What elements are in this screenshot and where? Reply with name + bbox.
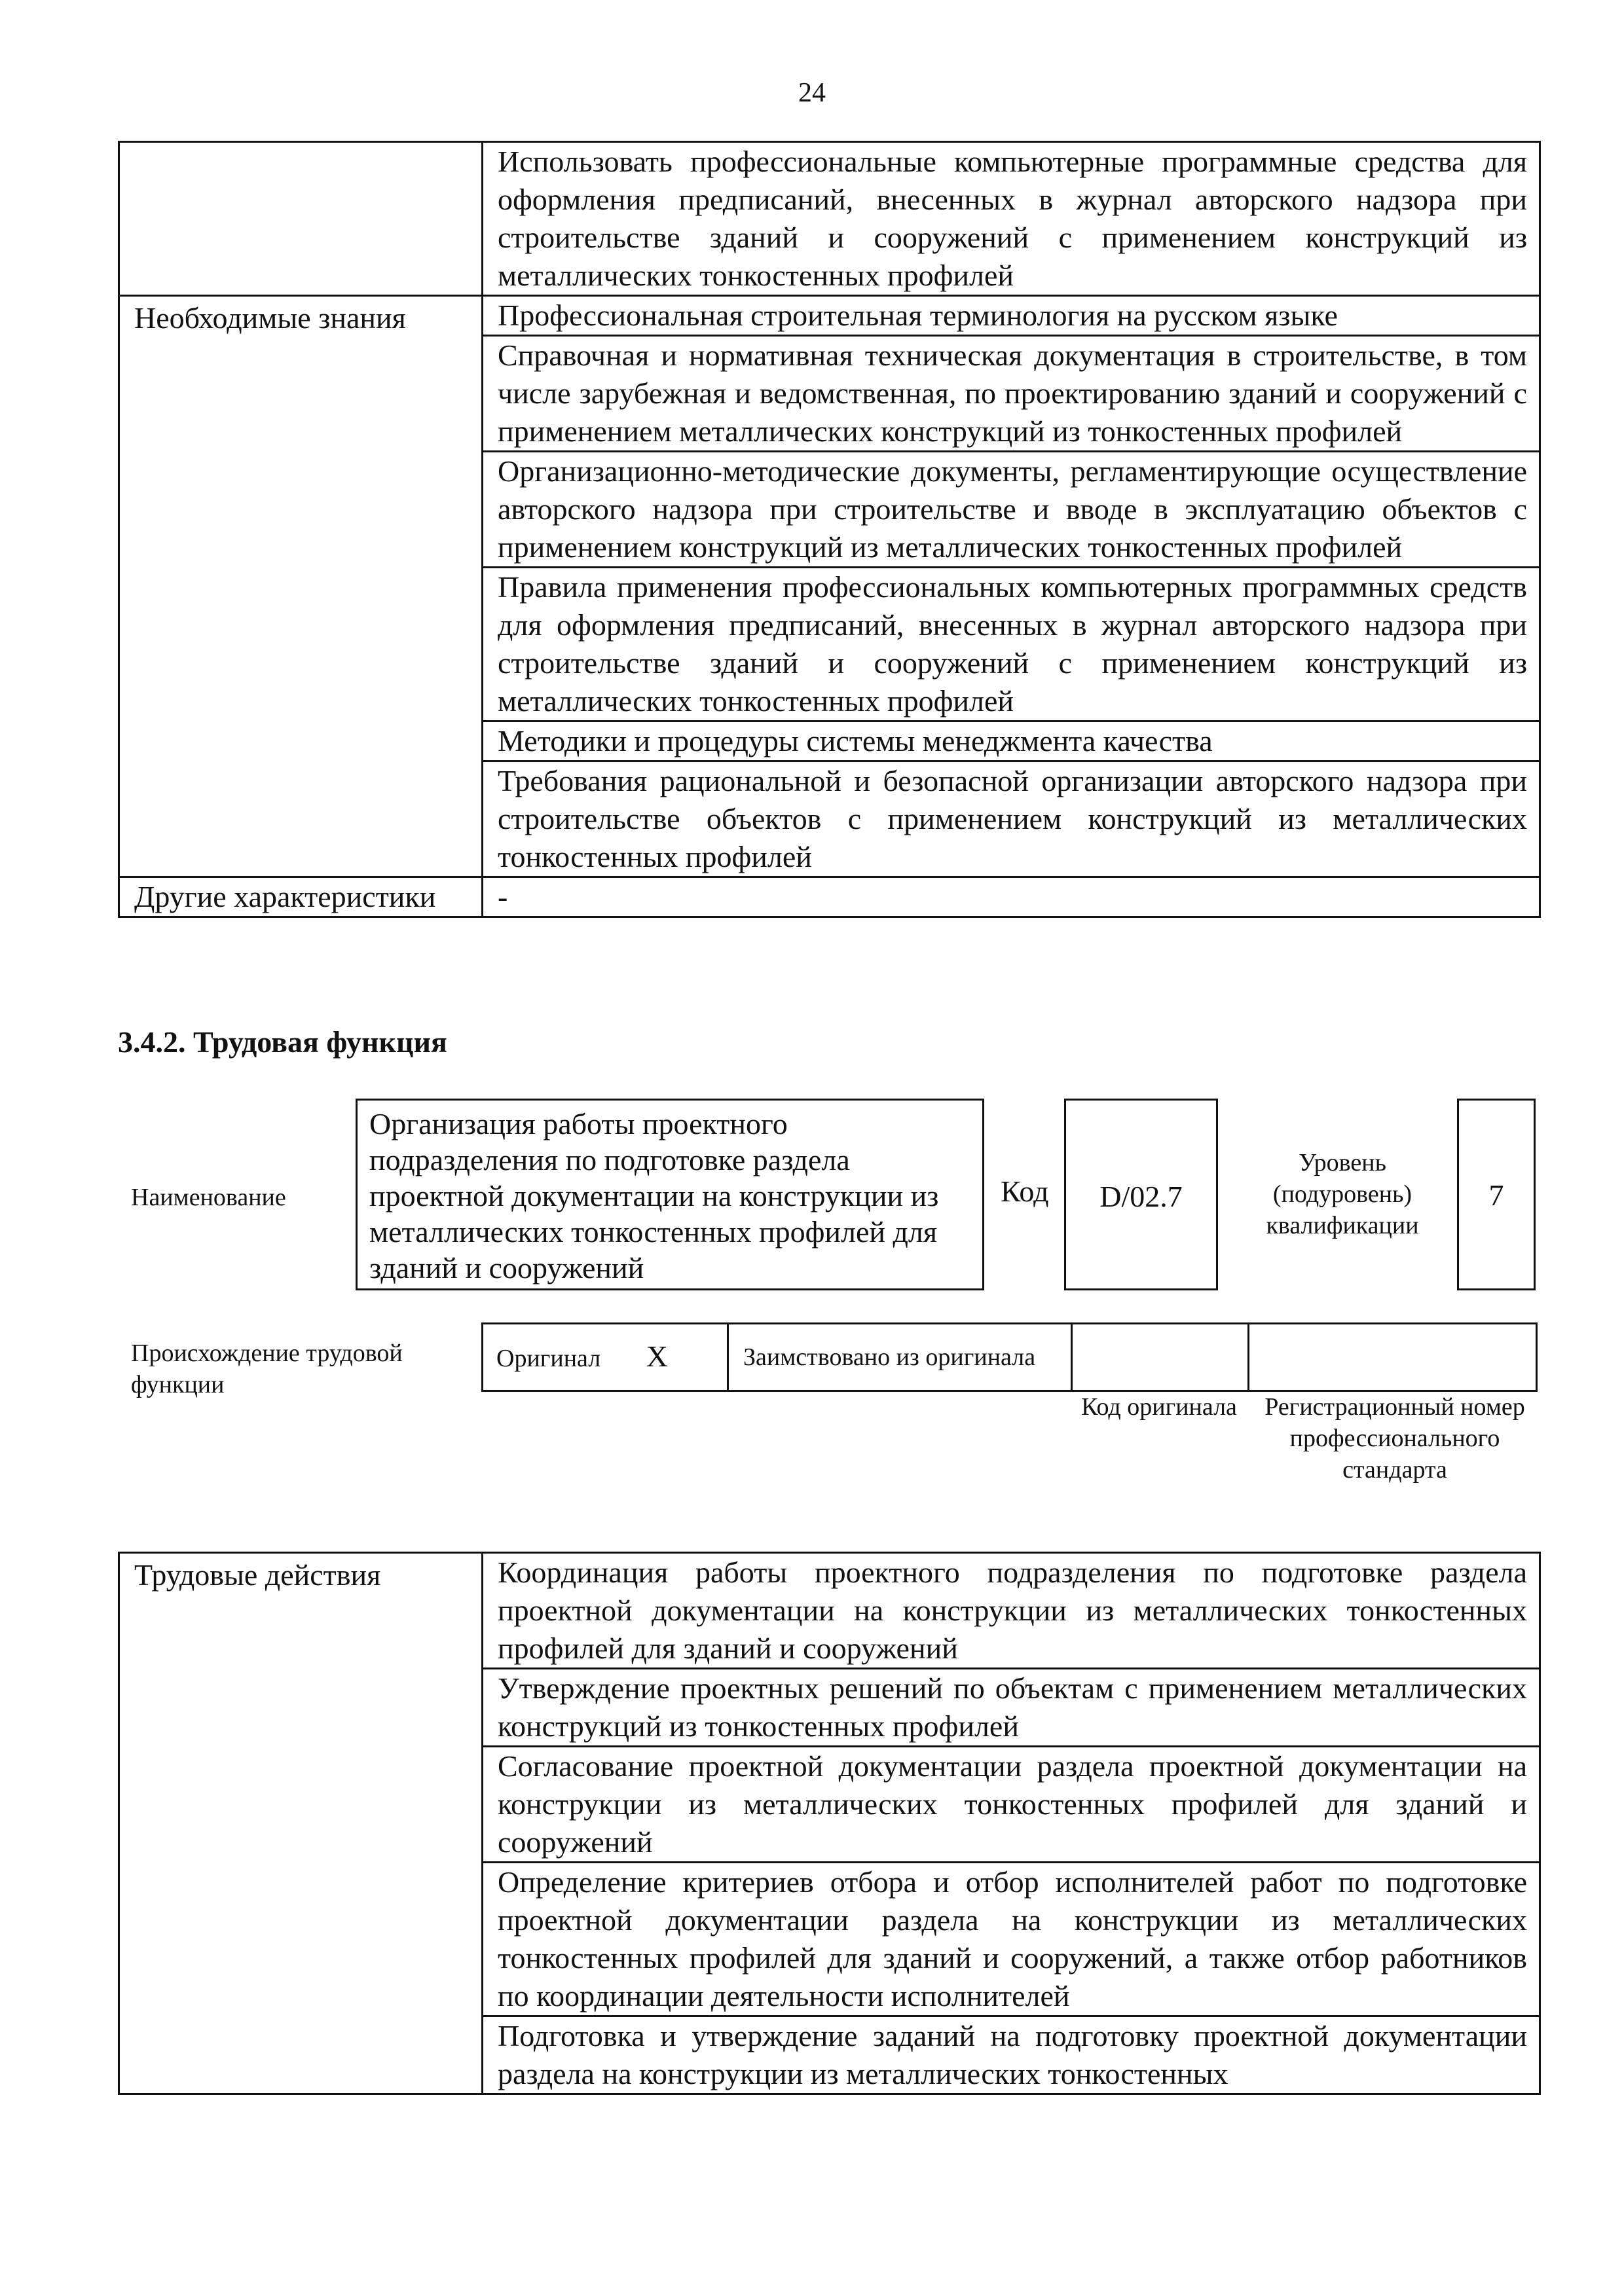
table-cell: Организационно-методические документы, регламентирующие осуществление авторского надзора при строительстве и вводе в эксплуатацию объектов с применением конструкций из металлических тонкостенных профилей: [483, 452, 1540, 568]
page-number: 24: [798, 78, 826, 108]
function-name-box: Организация работы проектного подразделения по подготовке раздела проектной документации на конструкции из металлических тонкостенных профилей для зданий и сооружений: [356, 1099, 984, 1290]
level-value: 7: [1457, 1099, 1536, 1290]
table-cell: Подготовка и утверждение заданий на подготовку проектной документации раздела на конструкции из металлических тонкостенных: [483, 2016, 1540, 2094]
other-value: -: [483, 877, 1540, 917]
actions-table: [118, 1552, 1541, 2095]
table-row: [119, 1553, 1540, 1669]
table-cell: Определение критериев отбора и отбор исполнителей работ по подготовке проектной документации раздела на конструкции из металлических тонкостенных профилей для зданий и сооружений, а также отбор работников по координации деятельности исполнителей: [483, 1863, 1540, 2016]
code-label: Код: [1001, 1175, 1049, 1208]
origin-table: [481, 1322, 1538, 1392]
code-original-cell: [1072, 1324, 1249, 1391]
table-row: [119, 296, 1540, 336]
code-value: D/02.7: [1064, 1099, 1218, 1290]
table-cell: Согласование проектной документации раздела проектной документации на конструкции из металлических тонкостенных профилей для зданий и сооружений: [483, 1747, 1540, 1863]
empty-label-cell: [119, 142, 483, 296]
original-label: Оригинал: [496, 1344, 601, 1372]
table-row: [483, 1324, 1537, 1391]
table-row: [119, 877, 1540, 917]
table-cell: Справочная и нормативная техническая документация в строительстве, в том числе зарубежная и ведомственная, по проектированию зданий и сооружений с применением металлических конструкций из тонкостенных профилей: [483, 336, 1540, 452]
table-cell: Использовать профессиональные компьютерные программные средства для оформления предписаний, внесенных в журнал авторского надзора при строительстве зданий и сооружений с применением конструкций из металлических тонкостенных профилей: [483, 142, 1540, 296]
table-cell: Профессиональная строительная терминология на русском языке: [483, 296, 1540, 336]
code-original-caption: Код оригинала: [1081, 1393, 1237, 1421]
reg-number-caption: Регистрационный номер профессионального стандарта: [1264, 1393, 1525, 1484]
table-cell: Координация работы проектного подразделения по подготовке раздела проектной документации на конструкции из металлических тонкостенных профилей для зданий и сооружений: [483, 1553, 1540, 1669]
knowledge-label: Необходимые знания: [119, 296, 483, 877]
other-label: Другие характеристики: [119, 877, 483, 917]
original-mark: X: [646, 1339, 668, 1373]
borrowed-label: Заимствовано из оригинала: [728, 1324, 1072, 1391]
section-title: 3.4.2. Трудовая функция: [118, 1025, 447, 1059]
name-label: Наименование: [131, 1184, 286, 1211]
table-cell: Методики и процедуры системы менеджмента качества: [483, 721, 1540, 761]
table-cell: Утверждение проектных решений по объектам с применением металлических конструкций из тонкостенных профилей: [483, 1669, 1540, 1747]
origin-label: Происхождение трудовой функции: [131, 1339, 403, 1398]
original-cell: [483, 1324, 728, 1391]
table-row: [119, 142, 1540, 296]
reg-number-cell: [1249, 1324, 1537, 1391]
table-cell: Правила применения профессиональных компьютерных программных средств для оформления предписаний, внесенных в журнал авторского надзора при строительстве зданий и сооружений с применением конструкций из металлических тонкостенных профилей: [483, 568, 1540, 721]
table-cell: Требования рациональной и безопасной организации авторского надзора при строительстве объектов с применением конструкций из металлических тонкостенных профилей: [483, 761, 1540, 877]
level-label: Уровень (подуровень) квалификации: [1266, 1149, 1419, 1239]
actions-label: Трудовые действия: [119, 1553, 483, 2094]
knowledge-table: [118, 141, 1541, 918]
